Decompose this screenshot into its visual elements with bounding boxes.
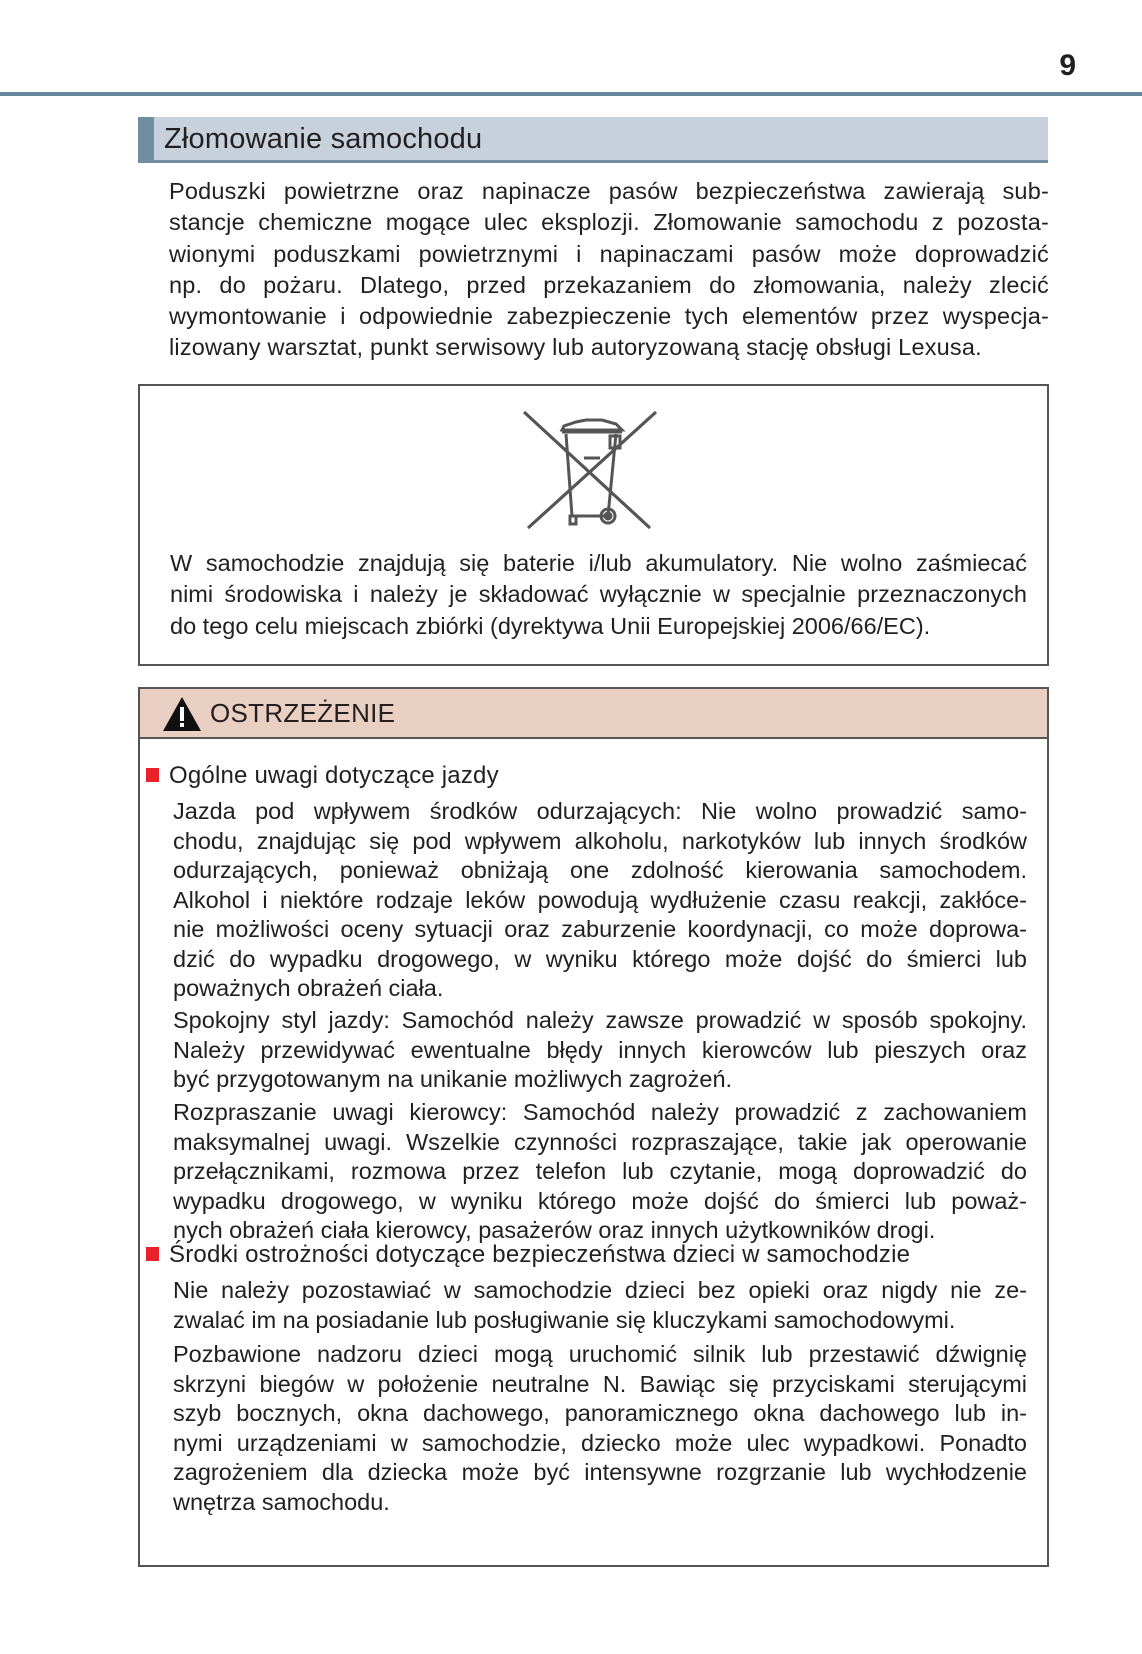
text-line: W samochodzie znajdują się baterie i/lub akumulatory. Nie wolno zaśmiecać <box>170 550 1027 576</box>
text-line: Nie należy pozostawiać w samochodzie dzieci bez opieki oraz nigdy nie ze- <box>173 1277 1027 1303</box>
text-line: poważnych obrażeń ciała. <box>173 975 444 1001</box>
text-line: Poduszki powietrzne oraz napinacze pasów bezpieczeństwa zawierają sub- <box>169 178 1049 204</box>
text-line: stancje chemiczne mogące ulec eksplozji. Złomowanie samochodu z pozosta- <box>169 209 1049 236</box>
warning-paragraph <box>173 1006 1027 1095</box>
text-line: nymi urządzeniami w samochodzie, dziecko może ulec wypadkowi. Ponadto <box>173 1429 1027 1456</box>
intro-paragraph <box>169 176 1049 364</box>
warning-box <box>138 687 1049 1567</box>
warning-paragraph <box>173 1340 1027 1517</box>
text-line: Alkohol i niektóre rodzaje leków powodują wydłużenie czasu reakcji, zakłóce- <box>173 886 1027 913</box>
text-line: dzić do wypadku drogowego, w wyniku którego może dojść do śmierci lub <box>173 945 1027 972</box>
text-line: wypadku drogowego, w wyniku którego może dojść do śmierci lub poważ- <box>173 1187 1027 1214</box>
text-line: lizowany warsztat, punkt serwisowy lub autoryzowaną stację obsługi Lexusa. <box>169 334 982 361</box>
warning-subheading <box>146 1239 910 1271</box>
text-line: wionymi poduszkami powietrznymi i napinaczami pasów może doprowadzić <box>169 240 1049 267</box>
page-number: 9 <box>1059 49 1076 82</box>
battery-disposal-box <box>138 384 1049 666</box>
section-title-accent <box>138 117 154 160</box>
text-line: Rozpraszanie uwagi kierowcy: Samochód należy prowadzić z zachowaniem <box>173 1099 1027 1125</box>
section-title-bar <box>138 117 1048 163</box>
text-line: wnętrza samochodu. <box>173 1488 390 1515</box>
text-line: nimi środowiska i należy je składować wyłącznie w specjalnie przeznaczonych <box>170 581 1027 608</box>
warning-header <box>140 689 1047 739</box>
warning-paragraph <box>173 1098 1027 1246</box>
warning-subheading <box>146 760 499 792</box>
subheading-text: Środki ostrożności dotyczące bezpieczeństwa dzieci w samochodzie <box>169 1241 911 1268</box>
text-line: Spokojny styl jazdy: Samochód należy zawsze prowadzić w sposób spokojny. <box>173 1007 1027 1033</box>
warning-paragraph <box>173 1276 1027 1335</box>
text-line: zwalać im na posiadanie lub posługiwanie się kluczykami samochodowymi. <box>173 1306 956 1333</box>
red-square-bullet-icon <box>146 1247 159 1261</box>
text-line: szyb bocznych, okna dachowego, panoramicznego okna dachowego lub in- <box>173 1400 1027 1426</box>
warning-triangle-icon <box>162 696 202 732</box>
text-line: Należy przewidywać ewentualne błędy innych kierowców lub pieszych oraz <box>173 1036 1027 1063</box>
text-line: chodu, znajdując się pod wpływem alkoholu, narkotyków lub innych środków <box>173 827 1027 854</box>
text-line: przełącznikami, rozmowa przez telefon lub czytanie, mogą doprowadzić do <box>173 1158 1027 1184</box>
text-line: być przygotowanym na unikanie możliwych zagrożeń. <box>173 1066 733 1092</box>
text-line: odurzających, ponieważ obniżają one zdolność kierowania samochodem. <box>173 857 1027 883</box>
section-title: Złomowanie samochodu <box>164 123 483 155</box>
text-line: Jazda pod wpływem środków odurzających: Nie wolno prowadzić samo- <box>173 798 1027 824</box>
text-line: Pozbawione nadzoru dzieci mogą uruchomić silnik lub przestawić dźwignię <box>173 1341 1027 1367</box>
text-line: np. do pożaru. Dlatego, przed przekazaniem do złomowania, należy zlecić <box>169 271 1049 298</box>
header-rule <box>0 92 1142 96</box>
text-line: zagrożeniem dla dziecka może być intensywne rozgrzanie lub wychłodzenie <box>173 1459 1027 1485</box>
text-line: nie możliwości oceny sytuacji oraz zaburzenie koordynacji, co może doprowa- <box>173 916 1027 942</box>
battery-disposal-text <box>170 548 1027 642</box>
text-line: nych obrażeń ciała kierowcy, pasażerów oraz innych użytkowników drogi. <box>173 1217 936 1243</box>
text-line: skrzyni biegów w położenie neutralne N. Bawiąc się przyciskami sterującymi <box>173 1370 1027 1397</box>
warning-paragraph <box>173 797 1027 1004</box>
crossed-out-wheelie-bin-icon <box>522 408 658 532</box>
text-line: maksymalnej uwagi. Wszelkie czynności rozpraszające, takie jak operowanie <box>173 1128 1027 1155</box>
text-line: wymontowanie i odpowiednie zabezpieczenie tych elementów przez wyspecja- <box>169 303 1049 330</box>
warning-title: OSTRZEŻENIE <box>210 698 396 728</box>
text-line: do tego celu miejscach zbiórki (dyrektywa Unii Europejskiej 2006/66/EC). <box>170 612 931 639</box>
red-square-bullet-icon <box>146 768 159 782</box>
subheading-text: Ogólne uwagi dotyczące jazdy <box>169 762 499 789</box>
